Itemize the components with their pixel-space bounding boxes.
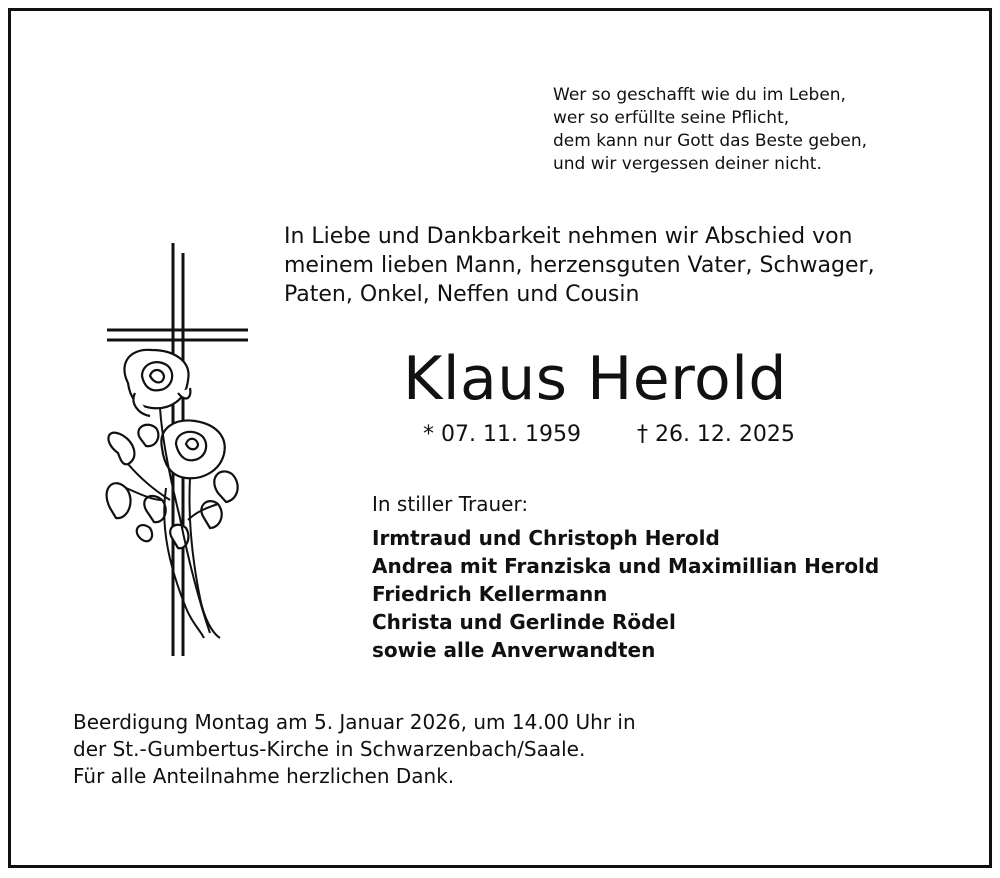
farewell-intro <box>284 222 875 309</box>
poem-line: dem kann nur Gott das Beste geben, <box>553 131 868 151</box>
intro-line: In Liebe und Dankbarkeit nehmen wir Abschied von <box>284 224 853 249</box>
intro-line: Paten, Onkel, Neffen und Cousin <box>284 282 640 307</box>
funeral-line: Beerdigung Montag am 5. Januar 2026, um 14.00 Uhr in <box>73 710 636 734</box>
funeral-line: der St.-Gumbertus-Kirche in Schwarzenbach/Saale. <box>73 737 586 761</box>
poem-line: wer so erfüllte seine Pflicht, <box>553 108 790 128</box>
mourner-line: Andrea mit Franziska und Maximillian Herold <box>372 554 880 578</box>
mourner-line: Christa und Gerlinde Rödel <box>372 610 676 634</box>
poem-line: Wer so geschafft wie du im Leben, <box>553 85 846 105</box>
mourning-heading: In stiller Trauer: <box>372 492 529 516</box>
life-dates <box>423 421 795 449</box>
poem-line: und wir vergessen deiner nicht. <box>553 154 822 174</box>
mourner-line: Irmtraud und Christoph Herold <box>372 526 720 550</box>
cross-with-roses-icon <box>100 238 255 663</box>
funeral-details <box>73 709 636 790</box>
deceased-name: Klaus Herold <box>403 344 787 414</box>
birth-date: * 07. 11. 1959 <box>423 422 581 447</box>
mourner-line: Friedrich Kellermann <box>372 582 608 606</box>
mourner-line: sowie alle Anverwandten <box>372 638 656 662</box>
intro-line: meinem lieben Mann, herzensguten Vater, Schwager, <box>284 253 875 278</box>
funeral-line: Für alle Anteilnahme herzlichen Dank. <box>73 764 455 788</box>
mourners-list <box>372 524 879 664</box>
death-date: † 26. 12. 2025 <box>636 422 795 447</box>
memorial-poem <box>553 84 867 176</box>
